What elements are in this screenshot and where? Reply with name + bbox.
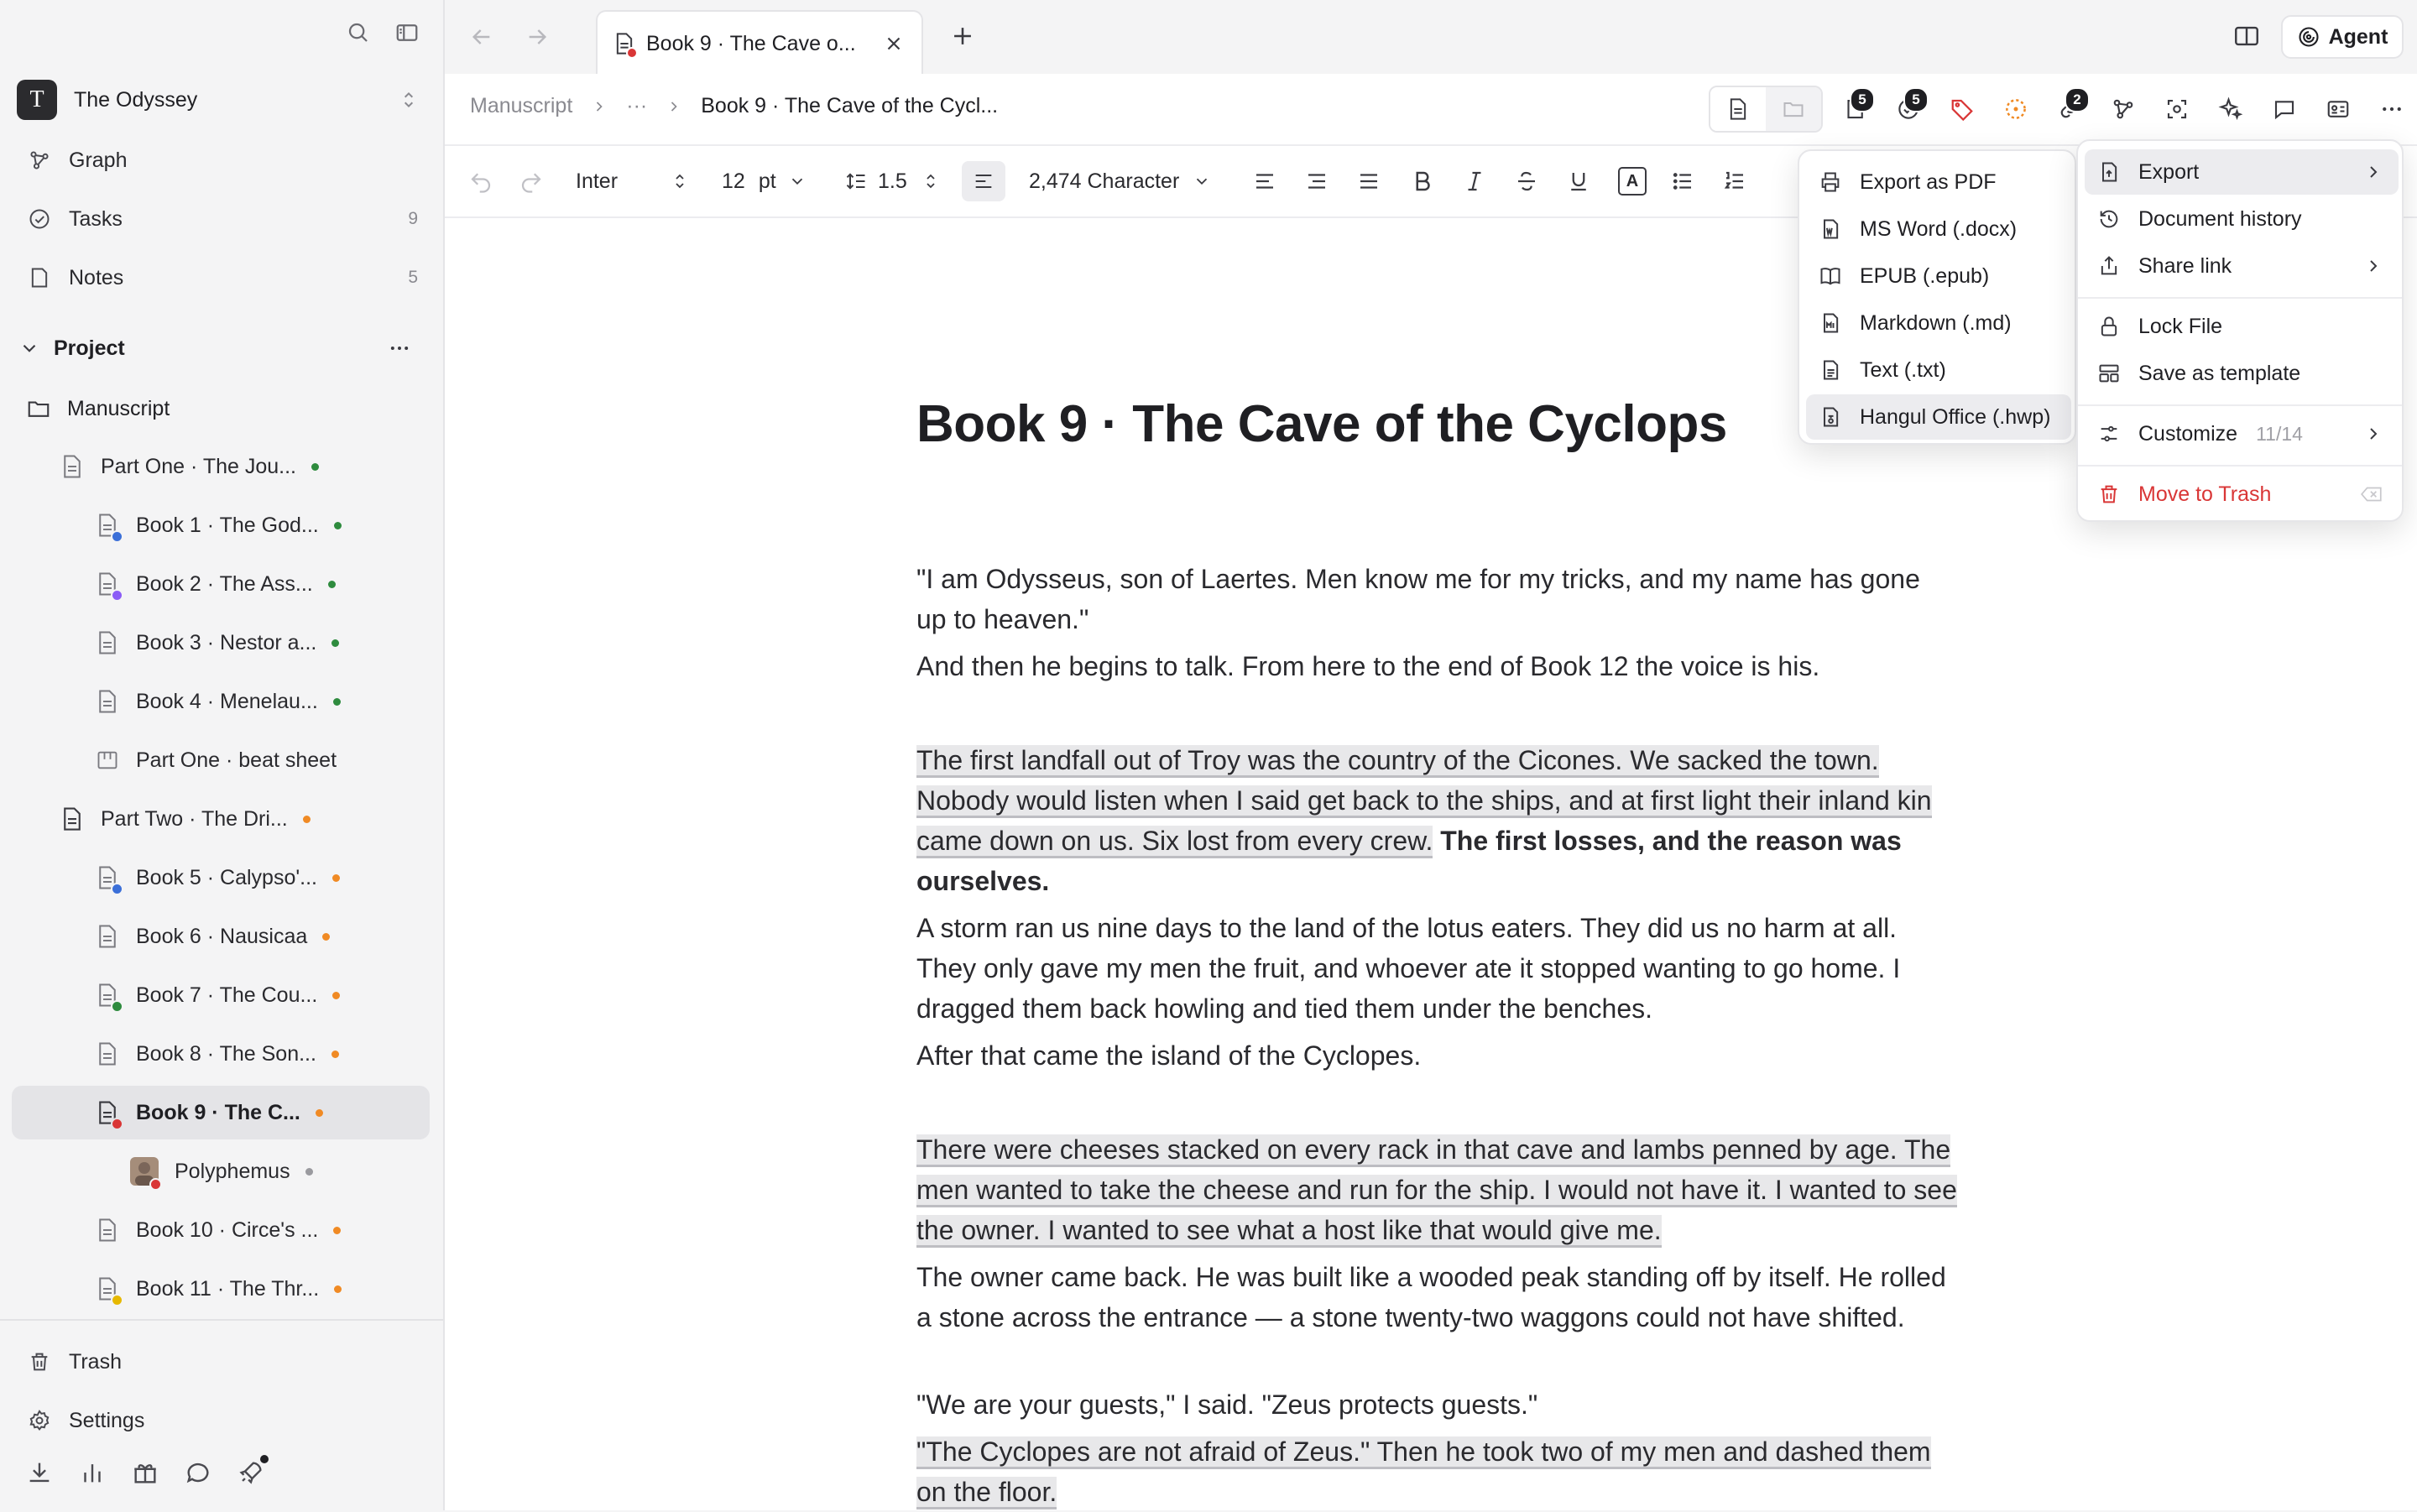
more-options-menu — [2076, 139, 2404, 522]
tree-item-manuscript[interactable] — [25, 383, 170, 435]
nav-label: Trash — [69, 1349, 122, 1374]
status-dot — [334, 522, 342, 529]
character-count-select[interactable] — [1029, 146, 1211, 216]
status-circle-icon[interactable] — [1989, 86, 2043, 133]
id-card-icon[interactable] — [2311, 86, 2365, 133]
menu-item-label: Move to Trash — [2138, 482, 2272, 506]
note-icon — [25, 263, 54, 292]
document-icon — [94, 628, 121, 658]
document-icon — [59, 451, 86, 482]
menu-item-document-history[interactable] — [2085, 196, 2399, 242]
chevron-down-icon — [1193, 172, 1211, 190]
menu-item-label: Save as template — [2138, 361, 2301, 385]
links-badge: 2 — [2065, 87, 2090, 112]
graph-icon[interactable] — [2096, 86, 2150, 133]
breadcrumb-root[interactable]: Manuscript — [470, 94, 573, 117]
document-icon — [94, 510, 121, 540]
status-dot — [331, 1051, 339, 1058]
menu-item-label: Hangul Office (.hwp) — [1860, 404, 2051, 429]
backspace-key-icon — [2360, 484, 2383, 504]
document-icon — [94, 1274, 121, 1304]
paragraph[interactable] — [916, 1129, 1957, 1250]
tree-label: Book 8 · The Son... — [136, 1041, 316, 1066]
tree-label: Manuscript — [67, 396, 170, 420]
redo-icon[interactable] — [519, 146, 544, 216]
font-size-value: 12 — [722, 169, 745, 193]
strikethrough-icon[interactable] — [1514, 146, 1539, 216]
tasks-badge: 5 — [1903, 87, 1929, 112]
tag-icon[interactable] — [1935, 86, 1989, 133]
chevron-right-icon — [591, 98, 608, 115]
download-icon[interactable] — [25, 1458, 54, 1487]
font-family-value: Inter — [576, 169, 619, 193]
more-horizontal-icon[interactable] — [2365, 86, 2417, 133]
breadcrumb-toolbar-row — [445, 74, 2417, 146]
breadcrumb — [470, 94, 998, 118]
tree-item[interactable] — [94, 734, 337, 786]
export-file-icon — [2096, 159, 2122, 185]
markdown-file-icon — [1818, 310, 1843, 336]
undo-icon[interactable] — [468, 146, 493, 216]
tab-bar — [445, 0, 2417, 76]
chevron-right-icon — [666, 98, 682, 115]
bold-text: The first losses, and the reason was ourselves. — [916, 826, 1902, 896]
tree-label: Book 3 · Nestor a... — [136, 630, 317, 654]
font-family-select[interactable] — [576, 146, 618, 216]
align-left-icon[interactable] — [1252, 146, 1277, 216]
character-avatar-icon — [129, 1156, 159, 1186]
paragraph[interactable] — [916, 740, 1957, 901]
tree-item[interactable] — [129, 1145, 313, 1197]
tree-label: Book 5 · Calypso'... — [136, 865, 317, 889]
status-dot — [305, 1168, 313, 1176]
files-icon[interactable] — [1828, 86, 1882, 133]
document-icon — [94, 921, 121, 952]
menu-item-lock-file[interactable] — [2085, 304, 2399, 349]
menu-divider — [2078, 465, 2402, 467]
sidebar-toggle-icon[interactable] — [394, 20, 420, 45]
text-file-icon — [1818, 357, 1843, 383]
font-size-unit: pt — [758, 169, 776, 193]
tree-item[interactable] — [94, 1204, 341, 1256]
document-view-icon[interactable] — [1710, 87, 1766, 131]
link-icon[interactable] — [2043, 86, 2096, 133]
chat-icon[interactable] — [184, 1458, 212, 1487]
menu-item-export-docx[interactable] — [1806, 206, 2071, 252]
tree-item[interactable] — [94, 558, 336, 610]
menu-item-label: Export — [2138, 159, 2200, 184]
chevron-right-icon — [2363, 256, 2383, 276]
tab-book-9[interactable] — [596, 10, 923, 76]
stats-icon[interactable] — [78, 1458, 107, 1487]
tree-label: Book 2 · The Ass... — [136, 571, 313, 596]
align-right-icon[interactable] — [1304, 146, 1329, 216]
nav-notes[interactable] — [25, 257, 420, 299]
document-icon — [59, 804, 86, 834]
tree-label: Part Two · The Dri... — [101, 806, 288, 831]
document-icon — [94, 686, 121, 717]
nav-trash[interactable] — [25, 1341, 420, 1383]
view-mode-toggle — [1709, 86, 1823, 133]
menu-item-label: EPUB (.epub) — [1860, 263, 1990, 288]
folder-view-icon[interactable] — [1766, 87, 1821, 131]
character-count-value: 2,474 Character — [1029, 169, 1180, 193]
nav-settings[interactable] — [25, 1400, 420, 1442]
nav-label: Graph — [69, 148, 128, 172]
text-color-letter: A — [1618, 167, 1647, 196]
nav-label: Tasks — [69, 206, 123, 231]
check-circle-icon — [25, 205, 54, 233]
tree-label: Part One · The Jou... — [101, 454, 296, 478]
menu-item-export-epub[interactable] — [1806, 253, 2071, 299]
tree-label: Book 6 · Nausicaa — [136, 924, 308, 948]
document-icon — [94, 980, 121, 1010]
chevron-up-down-icon — [398, 89, 420, 111]
project-label: Project — [54, 336, 125, 360]
word-file-icon — [1818, 216, 1843, 242]
search-icon[interactable] — [346, 20, 371, 45]
trash-icon — [25, 1348, 54, 1376]
menu-item-export-markdown[interactable] — [1806, 300, 2071, 346]
document-icon — [614, 32, 634, 55]
status-dot — [311, 463, 319, 471]
status-dot — [334, 1285, 342, 1293]
tree-item[interactable] — [94, 1028, 339, 1080]
hwp-file-icon — [1818, 404, 1843, 430]
history-icon — [2096, 206, 2122, 232]
line-height-select[interactable] — [844, 146, 941, 216]
tree-item[interactable] — [94, 675, 341, 727]
tree-label: Part One · beat sheet — [136, 748, 337, 772]
folder-icon — [25, 394, 52, 424]
italic-icon[interactable] — [1462, 146, 1487, 216]
status-dot — [332, 992, 340, 999]
line-height-icon — [844, 169, 868, 193]
document-icon — [94, 1039, 121, 1069]
graph-icon — [25, 146, 54, 175]
comment-icon[interactable] — [2258, 86, 2311, 133]
share-icon — [2096, 253, 2122, 279]
menu-item-export-txt[interactable] — [1806, 347, 2071, 393]
tree-item[interactable] — [94, 910, 330, 962]
rocket-icon[interactable] — [237, 1458, 265, 1487]
sparkle-icon[interactable] — [2204, 86, 2258, 133]
agent-label: Agent — [2328, 24, 2388, 49]
new-tab-plus-icon[interactable] — [948, 22, 977, 50]
chevron-right-icon — [2363, 162, 2383, 182]
breadcrumb-ellipsis[interactable]: ··· — [626, 94, 648, 117]
printer-icon — [1818, 169, 1843, 195]
chevron-right-icon — [2363, 424, 2383, 444]
status-dot — [333, 1227, 341, 1234]
numbered-list-icon[interactable] — [1722, 146, 1747, 216]
tab-label: Book 9 · The Cave o... — [646, 31, 856, 55]
divider — [0, 1319, 443, 1321]
menu-item-export-hwp[interactable] — [1806, 394, 2071, 440]
status-dot — [328, 581, 336, 588]
chevron-up-down-icon — [670, 146, 690, 216]
text-color-button[interactable] — [1618, 146, 1647, 216]
gear-icon — [25, 1406, 54, 1435]
menu-item-move-to-trash[interactable] — [2085, 472, 2399, 517]
tree-item[interactable] — [59, 441, 319, 493]
trash-icon — [2096, 482, 2122, 507]
document-title[interactable]: Book 9 · The Cave of the Cyclops — [916, 395, 1727, 453]
project-section-header[interactable] — [18, 329, 420, 368]
document-toolbar — [1709, 86, 2417, 133]
workspace-avatar: T — [17, 80, 57, 120]
tree-item[interactable] — [94, 969, 340, 1021]
tree-label: Book 7 · The Cou... — [136, 983, 318, 1007]
files-badge: 5 — [1850, 87, 1875, 112]
forward-arrow-icon[interactable] — [524, 23, 551, 50]
menu-item-share-link[interactable] — [2085, 243, 2399, 289]
back-arrow-icon[interactable] — [468, 23, 495, 50]
nav-graph[interactable] — [25, 139, 420, 181]
tree-item[interactable] — [94, 617, 339, 669]
tree-item[interactable] — [94, 852, 340, 904]
sliders-icon — [2096, 421, 2122, 446]
nav-tasks[interactable] — [25, 198, 420, 240]
menu-item-label: Document history — [2138, 206, 2302, 231]
tree-label: Book 4 · Menelau... — [136, 689, 318, 713]
highlighted-text[interactable]: The first landfall out of Troy was the country of the Cicones. We sacked the town. Nobody would listen when I said get back to the ships, and at first light their inland kin came down on us. Six lost from every crew. — [916, 745, 1932, 856]
menu-item-export-pdf[interactable] — [1806, 159, 2071, 205]
workspace-name: The Odyssey — [74, 87, 198, 112]
menu-item-label: Share link — [2138, 253, 2232, 278]
paragraph-style-button[interactable] — [962, 146, 1005, 216]
tree-item-selected[interactable] — [94, 1087, 323, 1139]
template-icon — [2096, 361, 2122, 386]
menu-item-label: Lock File — [2138, 314, 2223, 338]
menu-item-label: Text (.txt) — [1860, 357, 1946, 382]
document-icon — [94, 1215, 121, 1245]
line-height-value: 1.5 — [878, 169, 907, 193]
document-icon — [94, 1098, 121, 1128]
more-horizontal-icon[interactable] — [388, 336, 411, 360]
status-dot — [322, 933, 330, 941]
menu-divider — [2078, 297, 2402, 299]
underline-icon[interactable] — [1566, 146, 1591, 216]
menu-item-label: Export as PDF — [1860, 169, 1997, 194]
paragraph[interactable] — [916, 1431, 1957, 1512]
bullet-list-icon[interactable] — [1670, 146, 1695, 216]
align-justify-icon[interactable] — [1356, 146, 1381, 216]
agent-spiral-icon — [2297, 25, 2320, 49]
tree-label: Book 9 · The C... — [136, 1100, 300, 1124]
status-dot — [331, 639, 339, 647]
highlighted-text[interactable]: There were cheeses stacked on every rack in that cave and lambs penned by age. The men wanted to take the cheese and run for the ship. I would not have it. I wanted to see the owner. I wanted to see what a host like that would give me. — [916, 1134, 1957, 1245]
tree-label: Polyphemus — [175, 1159, 290, 1183]
sidebar-bottom-toolbar — [25, 1458, 265, 1487]
menu-item-save-template[interactable] — [2085, 351, 2399, 396]
sidebar — [0, 0, 443, 1510]
paragraph[interactable]: "I am Odysseus, son of Laertes. Men know me for my tricks, and my name has gone up to heaven." — [916, 564, 1920, 634]
menu-item-label: Markdown (.md) — [1860, 310, 2012, 335]
split-view-icon[interactable] — [2232, 22, 2261, 50]
tree-item[interactable] — [59, 793, 311, 845]
customize-count: 11/14 — [2256, 422, 2303, 445]
status-dot — [333, 698, 341, 706]
agent-button[interactable] — [2281, 15, 2404, 59]
focus-icon[interactable] — [2150, 86, 2204, 133]
menu-item-label: Customize — [2138, 421, 2238, 446]
beat-sheet-icon — [94, 745, 121, 775]
chevron-down-icon — [18, 337, 40, 359]
paragraph[interactable]: And then he begins to talk. From here to the end of Book 12 the voice is his. — [916, 651, 1820, 681]
book-icon — [1818, 263, 1843, 289]
nav-count: 5 — [408, 268, 418, 287]
bold-icon[interactable] — [1410, 146, 1435, 216]
paragraph[interactable]: A storm ran us nine days to the land of the lotus eaters. They did us no harm at all. They only gave my men the fruit, and whoever ate it stopped wanting to go home. I dragged them back howling and tied them under the benches. — [916, 913, 1901, 1024]
nav-count: 9 — [408, 209, 418, 228]
nav-label: Settings — [69, 1408, 145, 1432]
menu-divider — [2078, 404, 2402, 406]
menu-item-export[interactable] — [2085, 149, 2399, 195]
close-icon[interactable] — [883, 33, 905, 55]
paragraph[interactable]: The owner came back. He was built like a wooded peak standing off by itself. He rolled a stone across the entrance — a stone twenty-two waggons could not have shifted. — [916, 1262, 1946, 1332]
lock-icon — [2096, 314, 2122, 339]
menu-item-customize[interactable] — [2085, 411, 2399, 456]
document-icon — [94, 863, 121, 893]
status-dot — [303, 816, 311, 823]
highlighted-text[interactable]: "The Cyclopes are not afraid of Zeus." Then he took two of my men and dashed them on the floor. — [916, 1436, 1931, 1507]
tree-item[interactable] — [94, 1263, 342, 1315]
status-dot — [332, 874, 340, 882]
tree-item[interactable] — [94, 499, 342, 551]
chevron-down-icon — [788, 172, 807, 190]
workspace-switcher[interactable] — [17, 79, 420, 121]
tree-label: Book 1 · The God... — [136, 513, 319, 537]
breadcrumb-current: Book 9 · The Cave of the Cycl... — [701, 94, 999, 117]
tasks-icon[interactable] — [1882, 86, 1935, 133]
tree-label: Book 10 · Circe's ... — [136, 1217, 319, 1242]
document-icon — [94, 569, 121, 599]
nav-label: Notes — [69, 265, 124, 289]
status-dot — [316, 1109, 323, 1117]
menu-item-label: MS Word (.docx) — [1860, 216, 2018, 241]
paragraph[interactable]: "We are your guests," I said. "Zeus protects guests." — [916, 1389, 1538, 1420]
tree-label: Book 11 · The Thr... — [136, 1276, 320, 1301]
font-size-select[interactable] — [722, 146, 807, 216]
paragraph[interactable]: After that came the island of the Cyclopes. — [916, 1040, 1422, 1071]
export-submenu — [1798, 149, 2076, 445]
chevron-up-down-icon — [921, 171, 941, 191]
gift-icon[interactable] — [131, 1458, 159, 1487]
